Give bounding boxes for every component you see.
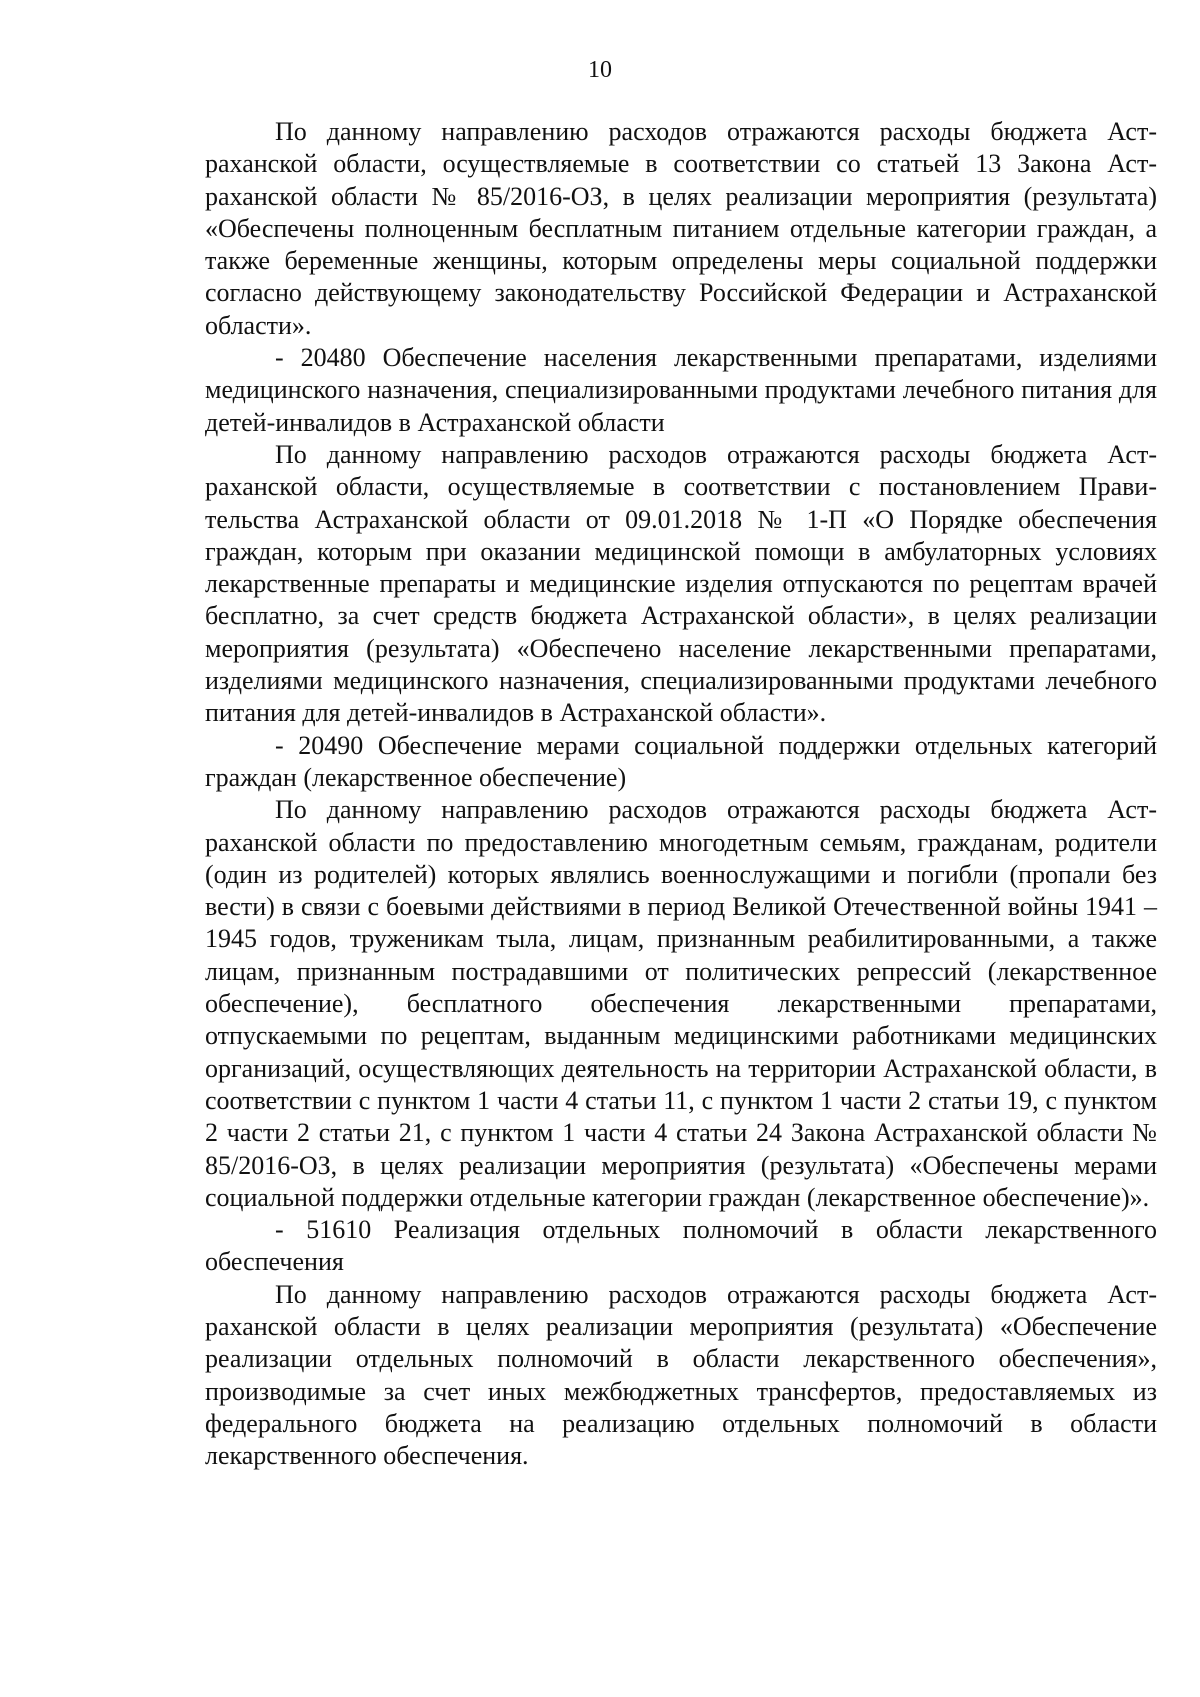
paragraph-51610-expenses: По данному направлению расходов отражаются расходы бюджета Астраханской области в целях реализации мероприятия (результата) «Обеспечение реализации отдельных полномочий в области лекарственного обеспечения», производимые за счет иных межбюджетных трансфертов, предоставляемых из федерального бюджета на реализацию отдельных полномочий в области лекарственного обеспечения. xyxy=(205,1279,1157,1471)
paragraph-20490-expenses: По данному направлению расходов отражаются расходы бюджета Астраханской области по предоставлению многодетным семьям, гражданам, родители (один из родителей) которых являлись военнослужащими и погибли (пропали без вести) в связи с боевыми действиями в период Великой Отечественной войны 1941 – 1945 годов, труженикам тыла, лицам, признанным реабилитированными, а также лицам, признанным пострадавшими от политических репрессий (лекарственное обеспечение), бесплатного обеспечения лекарственными препаратами, отпускаемыми по рецептам, выданным медицинскими работниками медицинских организаций, осуществляющих деятельность на территории Астраханской области, в соответствии с пунктом 1 части 4 статьи 11, с пунктом 1 части 2 статьи 19, с пунктом 2 части 2 статьи 21, с пунктом 1 части 4 статьи 24 Закона Астраханской области № 85/2016-ОЗ, в целях реализации мероприятия (результата) «Обеспечены мерами социальной поддержки отдельные категории граждан (лекарственное обеспечение)». xyxy=(205,795,1157,1212)
document-body xyxy=(205,116,1157,1472)
heading-51610: - 51610 Реализация отдельных полномочий в области лекарственного обеспечения xyxy=(205,1215,1157,1277)
page-number: 10 xyxy=(588,57,612,83)
heading-20490: - 20490 Обеспечение мерами социальной поддержки отдельных категорий граждан (лекарственное обеспечение) xyxy=(205,730,1157,792)
paragraph-food-expenses: По данному направлению расходов отражаются расходы бюджета Астраханской области, осуществляемые в соответствии со статьей 13 Закона Астраханской области № 85/2016-ОЗ, в целях реализации мероприятия (результата) «Обеспечены полноценным бесплатным питанием отдельные категории граждан, а также беременные женщины, которым определены меры социальной поддержки согласно действующему законодательству Российской Федерации и Астраханской области». xyxy=(205,117,1157,340)
paragraph-20480-expenses: По данному направлению расходов отражаются расходы бюджета Астраханской области, осуществляемые в соответствии с постановлением Правительства Астраханской области от 09.01.2018 № 1-П «О Порядке обеспечения граждан, которым при оказании медицинской помощи в амбулаторных условиях лекарственные препараты и медицинские изделия отпускаются по рецептам врачей бесплатно, за счет средств бюджета Астраханской области», в целях реализации мероприятия (результата) «Обеспечено население лекарственными препаратами, изделиями медицинского назначения, специализированными продуктами лечебного питания для детей-инвалидов в Астраханской области». xyxy=(205,439,1157,728)
heading-20480: - 20480 Обеспечение населения лекарственными препаратами, изделиями медицинского назначения, специализированными продуктами лечебного питания для детей-инвалидов в Астраханской области xyxy=(205,343,1157,437)
